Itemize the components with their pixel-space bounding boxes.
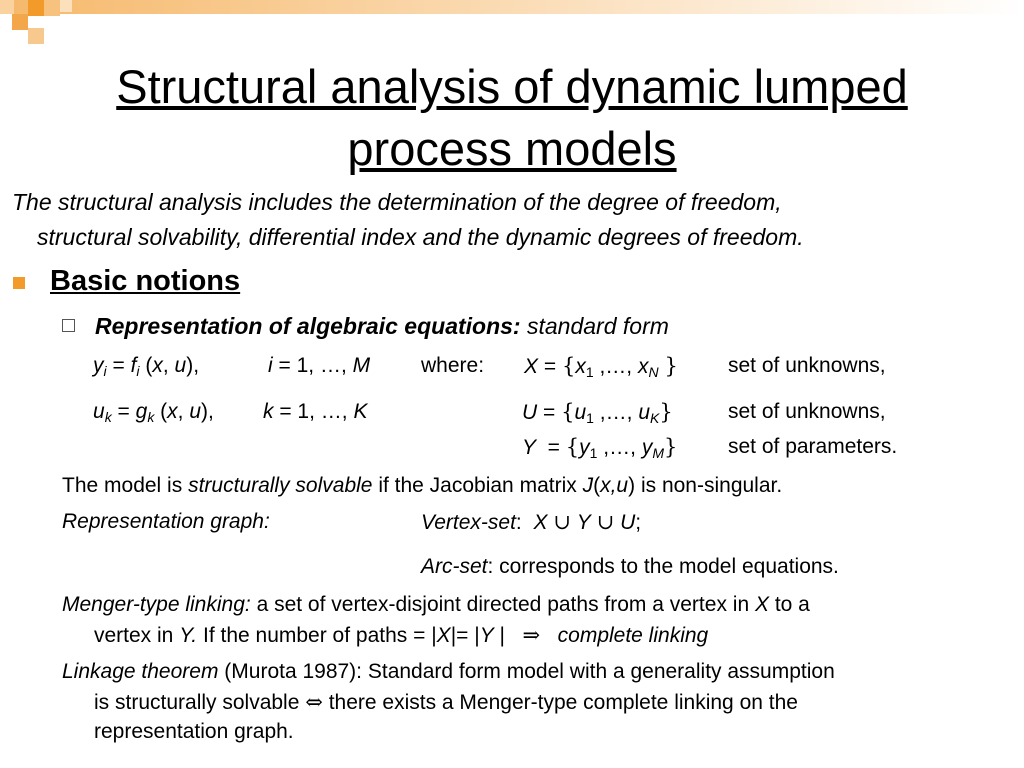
equation-k-range: k = 1, …, K xyxy=(263,400,368,423)
header-decoration xyxy=(0,0,1024,50)
rep-graph-label: Representation graph: xyxy=(62,510,270,533)
set-u: $U = \{u_1$ ,…, $u_K$} xyxy=(522,400,673,426)
equation-u: $u_k = g_k$ (x, u), xyxy=(93,400,214,425)
linkage-line-2: is structurally solvable ⇔ there exists a Menger-type complete linking on the xyxy=(94,690,798,714)
arc-set: Arc-set: corresponds to the model equations. xyxy=(421,555,839,578)
equation-y: $y_i = f_i$ (x, u), xyxy=(93,354,200,379)
equation-i-range: i = 1, …, M xyxy=(268,354,371,377)
set-x-desc: set of unknowns, xyxy=(728,354,886,377)
iff-icon: ⇔ xyxy=(305,690,323,714)
slide-title: Structural analysis of dynamic lumped process models xyxy=(116,60,908,175)
set-y-desc: set of parameters. xyxy=(728,435,898,458)
sub-heading: Representation of algebraic equations: standard form xyxy=(95,313,669,339)
set-y: $Y = \{y_1$ ,…, $y_M$} xyxy=(522,435,678,461)
vertex-set: Vertex-set: X ∪ Y ∪ U; xyxy=(421,510,642,534)
basic-notions-heading: Basic notions xyxy=(50,265,241,297)
menger-line-2: vertex in Y. If the number of paths = |X|= |Y | ⇒ complete linking xyxy=(94,623,709,647)
linkage-line-1: Linkage theorem (Murota 1987): Standard form model with a generality assumption xyxy=(62,660,835,683)
set-x: $X = \{x_1$ ,…, $x_N$ } xyxy=(524,354,678,380)
linkage-line-3: representation graph. xyxy=(94,720,294,743)
solvability-text: The model is structurally solvable if the Jacobian matrix J(x,u) is non-singular. xyxy=(62,474,783,497)
hollow-bullet-icon xyxy=(62,319,75,332)
where-label: where: xyxy=(421,354,485,377)
bullet-icon xyxy=(13,277,25,289)
set-u-desc: set of unknowns, xyxy=(728,400,886,423)
menger-line-1: Menger-type linking: a set of vertex-disjoint directed paths from a vertex in X to a xyxy=(62,593,810,616)
intro-line-1: The structural analysis includes the determination of the degree of freedom, xyxy=(12,189,782,215)
intro-line-2: structural solvability, differential index and the dynamic degrees of freedom. xyxy=(37,224,804,250)
